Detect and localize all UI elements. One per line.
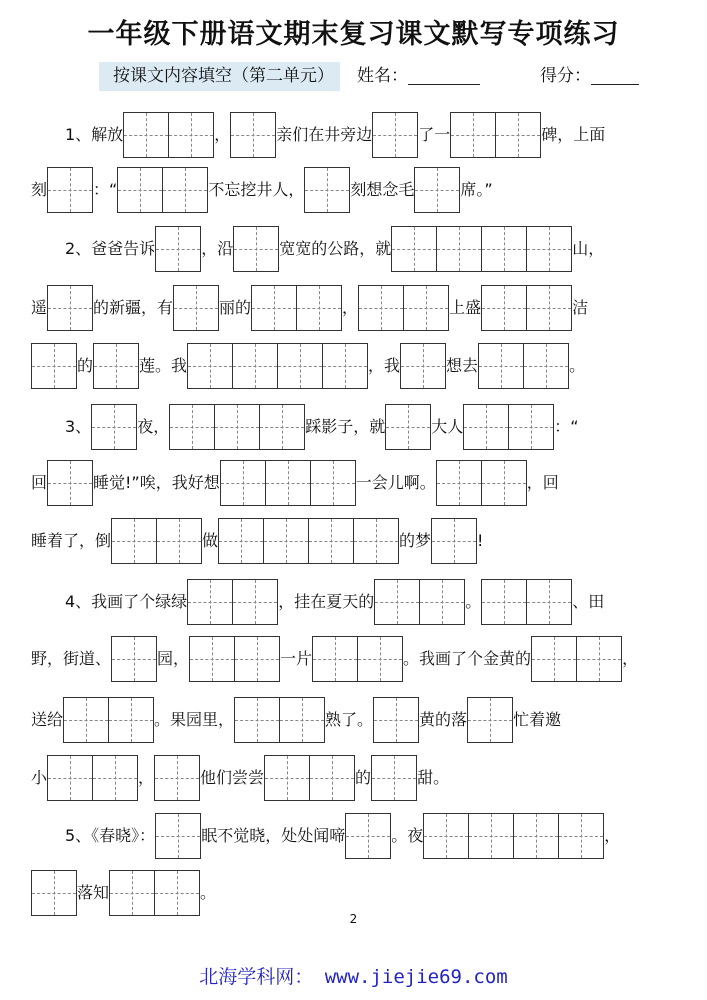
tianzige-box[interactable] <box>450 112 496 158</box>
tianzige-box[interactable] <box>155 226 201 272</box>
line-text: 不忘挖井人， <box>208 180 305 199</box>
answer-box-group[interactable] <box>374 579 465 625</box>
tianzige-box[interactable] <box>527 226 572 272</box>
score-field[interactable] <box>540 62 639 91</box>
line-text: 宽宽的公路，就 <box>279 239 392 258</box>
answer-box-group[interactable] <box>233 226 279 272</box>
line-text: 4、我画了个绿绿 <box>65 592 188 611</box>
line-text: ，沿 <box>201 239 234 258</box>
tianzige-box[interactable] <box>371 755 417 801</box>
tianzige-box[interactable] <box>436 460 482 506</box>
line-text: 送给 <box>31 710 64 729</box>
section-label: 按课文内容填空（第二单元） <box>99 62 340 91</box>
tianzige-box[interactable] <box>374 579 420 625</box>
line-text: ：“ <box>554 417 579 436</box>
line-text: 、田 <box>572 592 605 611</box>
line-text: ，挂在夏天的 <box>278 592 375 611</box>
answer-box-group[interactable] <box>187 343 368 389</box>
line-text: 忙着邀 <box>513 710 562 729</box>
tianzige-box[interactable] <box>230 112 276 158</box>
line-text: ! <box>477 531 484 550</box>
tianzige-box[interactable] <box>47 167 93 213</box>
answer-box-group[interactable] <box>47 167 93 213</box>
line-text: 1、解放 <box>65 125 124 144</box>
tianzige-box[interactable] <box>31 343 77 389</box>
line-text: 山， <box>572 239 605 258</box>
tianzige-box[interactable] <box>467 697 513 743</box>
tianzige-box[interactable] <box>391 226 437 272</box>
score-label: 得分： <box>540 66 591 86</box>
tianzige-box[interactable] <box>358 285 404 331</box>
line-text: 丽的 <box>219 298 252 317</box>
exercise-line <box>31 458 651 508</box>
line-text: 。果园里， <box>154 710 235 729</box>
exercise-line <box>31 283 651 333</box>
tianzige-box[interactable] <box>481 285 527 331</box>
answer-box-group[interactable] <box>463 404 554 450</box>
line-text: ，我 <box>368 356 401 375</box>
tianzige-box[interactable] <box>524 343 569 389</box>
tianzige-box[interactable] <box>109 870 155 916</box>
tianzige-box[interactable] <box>235 636 280 682</box>
answer-box-group[interactable] <box>187 579 278 625</box>
tianzige-box[interactable] <box>297 285 342 331</box>
answer-box-group[interactable] <box>220 460 356 506</box>
line-text: 睡觉!”唉，我好想 <box>93 473 220 492</box>
tianzige-box[interactable] <box>264 518 309 564</box>
tianzige-box[interactable] <box>264 755 310 801</box>
exercise-line <box>31 695 651 745</box>
tianzige-box[interactable] <box>531 636 577 682</box>
tianzige-box[interactable] <box>431 518 477 564</box>
tianzige-box[interactable] <box>47 755 93 801</box>
line-text: 大人 <box>431 417 464 436</box>
answer-box-group[interactable] <box>109 870 200 916</box>
line-text: 小 <box>31 768 48 787</box>
answer-box-group[interactable] <box>358 285 449 331</box>
line-text: 。 <box>200 883 217 902</box>
page-number: 2 <box>349 912 358 926</box>
line-text: 落知 <box>77 883 110 902</box>
tianzige-box[interactable] <box>496 112 541 158</box>
tianzige-box[interactable] <box>278 343 323 389</box>
exercise-line <box>31 224 685 274</box>
answer-box-group[interactable] <box>385 404 431 450</box>
answer-box-group[interactable] <box>414 167 460 213</box>
line-text: ：“ <box>93 180 118 199</box>
line-text: 亲们在井旁边 <box>276 125 373 144</box>
tianzige-box[interactable] <box>251 285 297 331</box>
line-text: 他们尝尝 <box>200 768 265 787</box>
answer-box-group[interactable] <box>251 285 342 331</box>
answer-box-group[interactable] <box>423 813 604 859</box>
line-text: 。 <box>569 356 586 375</box>
tianzige-box[interactable] <box>514 813 559 859</box>
tianzige-box[interactable] <box>482 460 527 506</box>
tianzige-box[interactable] <box>310 755 355 801</box>
tianzige-box[interactable] <box>463 404 509 450</box>
tianzige-box[interactable] <box>234 697 280 743</box>
tianzige-box[interactable] <box>215 404 260 450</box>
exercise-line <box>31 634 651 684</box>
tianzige-box[interactable] <box>93 343 139 389</box>
answer-box-group[interactable] <box>189 636 280 682</box>
answer-box-group[interactable] <box>481 579 572 625</box>
line-text: ，回 <box>526 473 559 492</box>
answer-box-group[interactable] <box>47 460 93 506</box>
tianzige-box[interactable] <box>354 518 399 564</box>
answer-box-group[interactable] <box>531 636 622 682</box>
exercise-line <box>31 577 685 627</box>
tianzige-box[interactable] <box>163 167 208 213</box>
answer-box-group[interactable] <box>230 112 276 158</box>
line-text: 夜， <box>137 417 170 436</box>
tianzige-box[interactable] <box>577 636 622 682</box>
line-text: ， <box>342 298 359 317</box>
tianzige-box[interactable] <box>527 579 572 625</box>
answer-box-group[interactable] <box>436 460 527 506</box>
name-label: 姓名： <box>357 66 408 86</box>
tianzige-box[interactable] <box>31 870 77 916</box>
answer-box-group[interactable] <box>400 343 446 389</box>
answer-box-group[interactable] <box>218 518 399 564</box>
line-text: 做 <box>202 531 219 550</box>
line-text: 了一 <box>418 125 451 144</box>
answer-box-group[interactable] <box>91 404 137 450</box>
line-text: ， <box>214 125 231 144</box>
tianzige-box[interactable] <box>404 285 449 331</box>
line-text: 一会儿啊。 <box>355 473 436 492</box>
tianzige-box[interactable] <box>414 167 460 213</box>
answer-box-group[interactable] <box>47 285 93 331</box>
tianzige-box[interactable] <box>169 112 214 158</box>
answer-box-group[interactable] <box>93 343 139 389</box>
tianzige-box[interactable] <box>437 226 482 272</box>
answer-box-group[interactable] <box>111 636 157 682</box>
tianzige-box[interactable] <box>91 404 137 450</box>
answer-box-group[interactable] <box>31 870 77 916</box>
exercise-line <box>31 402 685 452</box>
line-text: 。 <box>465 592 482 611</box>
line-text: 黄的落 <box>419 710 468 729</box>
answer-box-group[interactable] <box>372 112 418 158</box>
answer-box-group[interactable] <box>431 518 477 564</box>
answer-box-group[interactable] <box>154 755 200 801</box>
tianzige-box[interactable] <box>280 697 325 743</box>
line-text: 甜。 <box>417 768 450 787</box>
answer-box-group[interactable] <box>47 755 138 801</box>
line-text: 想去 <box>446 356 479 375</box>
line-text: 莲。我 <box>139 356 188 375</box>
line-text: 眠不觉晓，处处闻啼 <box>201 826 346 845</box>
answer-box-group[interactable] <box>345 813 391 859</box>
tianzige-box[interactable] <box>157 518 202 564</box>
answer-box-group[interactable] <box>169 404 305 450</box>
answer-box-group[interactable] <box>63 697 154 743</box>
line-text: ， <box>604 826 621 845</box>
tianzige-box[interactable] <box>372 112 418 158</box>
answer-box-group[interactable] <box>117 167 208 213</box>
line-text: 2、爸爸告诉 <box>65 239 156 258</box>
line-text: ， <box>138 768 155 787</box>
answer-box-group[interactable] <box>155 226 201 272</box>
page-title: 一年级下册语文期末复习课文默写专项练习 <box>87 19 620 50</box>
line-text: 的 <box>77 356 94 375</box>
tianzige-box[interactable] <box>111 518 157 564</box>
answer-box-group[interactable] <box>31 343 77 389</box>
tianzige-box[interactable] <box>481 579 527 625</box>
tianzige-box[interactable] <box>373 697 419 743</box>
tianzige-box[interactable] <box>63 697 109 743</box>
exercise-line <box>31 868 651 918</box>
tianzige-box[interactable] <box>155 870 200 916</box>
exercise-line <box>31 811 685 861</box>
answer-box-group[interactable] <box>481 285 572 331</box>
tianzige-box[interactable] <box>509 404 554 450</box>
tianzige-box[interactable] <box>154 755 200 801</box>
tianzige-box[interactable] <box>187 579 233 625</box>
line-text: 回 <box>31 473 48 492</box>
tianzige-box[interactable] <box>47 285 93 331</box>
line-text: 遥 <box>31 298 48 317</box>
tianzige-box[interactable] <box>47 460 93 506</box>
tianzige-box[interactable] <box>155 813 201 859</box>
line-text: 。我画了个金黄的 <box>403 649 532 668</box>
exercise-line <box>31 110 685 160</box>
tianzige-box[interactable] <box>478 343 524 389</box>
line-text: 一片 <box>280 649 313 668</box>
tianzige-box[interactable] <box>400 343 446 389</box>
tianzige-box[interactable] <box>323 343 368 389</box>
exercise-line <box>31 516 651 566</box>
tianzige-box[interactable] <box>189 636 235 682</box>
name-blank[interactable] <box>408 66 480 85</box>
tianzige-box[interactable] <box>559 813 604 859</box>
tianzige-box[interactable] <box>385 404 431 450</box>
line-text: 席。” <box>460 180 493 199</box>
answer-box-group[interactable] <box>312 636 403 682</box>
score-blank[interactable] <box>591 66 639 85</box>
tianzige-box[interactable] <box>123 112 169 158</box>
line-text: 野，街道、 <box>31 649 112 668</box>
line-text: 的新疆，有 <box>93 298 174 317</box>
answer-box-group[interactable] <box>264 755 355 801</box>
answer-box-group[interactable] <box>373 697 419 743</box>
tianzige-box[interactable] <box>218 518 264 564</box>
tianzige-box[interactable] <box>423 813 469 859</box>
tianzige-box[interactable] <box>358 636 403 682</box>
line-text: 刻 <box>31 180 48 199</box>
line-text: ， <box>622 649 639 668</box>
footer-watermark: 北海学科网： www.jiejie69.com <box>199 966 508 988</box>
line-text: 。夜 <box>391 826 424 845</box>
line-text: 的 <box>355 768 372 787</box>
tianzige-box[interactable] <box>420 579 465 625</box>
answer-box-group[interactable] <box>304 167 350 213</box>
tianzige-box[interactable] <box>482 226 527 272</box>
tianzige-box[interactable] <box>220 460 266 506</box>
tianzige-box[interactable] <box>233 226 279 272</box>
exercise-line <box>31 753 651 803</box>
answer-box-group[interactable] <box>173 285 219 331</box>
tianzige-box[interactable] <box>260 404 305 450</box>
tianzige-box[interactable] <box>111 636 157 682</box>
line-text: 熟了。 <box>325 710 374 729</box>
tianzige-box[interactable] <box>311 460 356 506</box>
answer-box-group[interactable] <box>478 343 569 389</box>
line-text: 碑，上面 <box>541 125 606 144</box>
line-text: 3、 <box>65 417 92 436</box>
tianzige-box[interactable] <box>169 404 215 450</box>
answer-box-group[interactable] <box>467 697 513 743</box>
tianzige-box[interactable] <box>117 167 163 213</box>
line-text: 睡着了，倒 <box>31 531 112 550</box>
tianzige-box[interactable] <box>345 813 391 859</box>
tianzige-box[interactable] <box>93 755 138 801</box>
answer-box-group[interactable] <box>123 112 214 158</box>
tianzige-box[interactable] <box>109 697 154 743</box>
tianzige-box[interactable] <box>233 579 278 625</box>
answer-box-group[interactable] <box>111 518 202 564</box>
tianzige-box[interactable] <box>527 285 572 331</box>
line-text: 园， <box>157 649 190 668</box>
tianzige-box[interactable] <box>266 460 311 506</box>
answer-box-group[interactable] <box>155 813 201 859</box>
answer-box-group[interactable] <box>391 226 572 272</box>
line-text: 5、《春晓》： <box>65 826 156 845</box>
tianzige-box[interactable] <box>187 343 233 389</box>
tianzige-box[interactable] <box>309 518 354 564</box>
tianzige-box[interactable] <box>304 167 350 213</box>
answer-box-group[interactable] <box>234 697 325 743</box>
tianzige-box[interactable] <box>173 285 219 331</box>
line-text: 上盛 <box>449 298 482 317</box>
tianzige-box[interactable] <box>312 636 358 682</box>
exercise-line <box>31 341 651 391</box>
line-text: 洁 <box>572 298 589 317</box>
line-text: 踩影子，就 <box>305 417 386 436</box>
line-text: 的梦 <box>399 531 432 550</box>
line-text: 刻想念毛 <box>350 180 415 199</box>
answer-box-group[interactable] <box>450 112 541 158</box>
tianzige-box[interactable] <box>469 813 514 859</box>
name-field[interactable] <box>357 62 480 91</box>
tianzige-box[interactable] <box>233 343 278 389</box>
exercise-line <box>31 165 651 215</box>
answer-box-group[interactable] <box>371 755 417 801</box>
